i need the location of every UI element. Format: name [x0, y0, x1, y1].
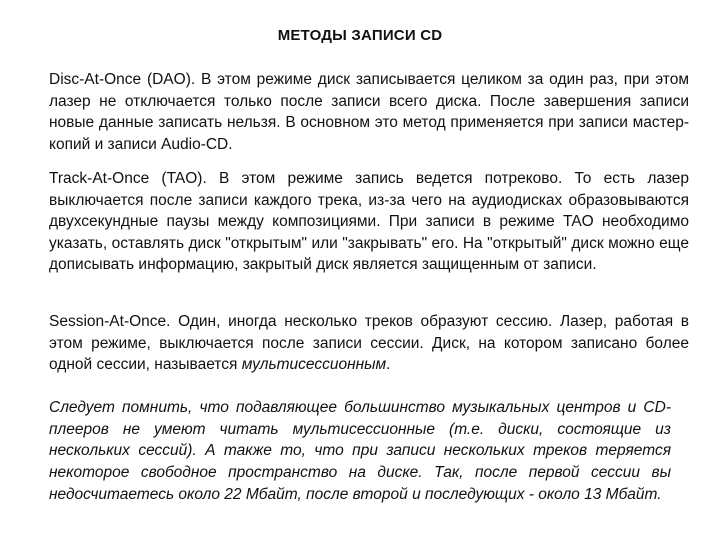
paragraph-dao-text: В этом режиме диск записывается целиком за один раз, при этом лазер не отключается только после записи всего диска. После завершения записи новые данные записать нельзя. В основном это метод применяется при записи мастер-копий и записи Audio-CD.: [49, 71, 689, 153]
paragraph-sao: [49, 311, 689, 376]
note-paragraph: Следует помнить, что подавляющее большинство музыкальных центров и CD-плееров не умеют читать мультисессионные (т.е. диски, состоящие из нескольких сессий). А также то, что при записи нескольких треков теряется некоторое свободное пространство на диске. Так, после первой сессии вы недосчитаетесь около 22 Мбайт, после второй и последующих - около 13 Мбайт.: [49, 399, 671, 503]
term-tao: Track-At-Once (TAO).: [49, 170, 207, 187]
paragraph-tao-text: В этом режиме запись ведется потреково. То есть лазер выключается после записи каждого трека, из-за чего на аудиодисках образовываются двухсекундные паузы между композициями. При записи в режиме TAO необходимо указать, оставлять диск "открытым" или "закрывать" его. На "открытый" диск можно еще дописывать информацию, закрытый диск является защищенным от записи.: [49, 170, 689, 273]
paragraph-sao-end: .: [386, 356, 391, 373]
paragraph-dao: [49, 69, 689, 155]
term-sao: Session-At-Once.: [49, 313, 171, 330]
paragraph-sao-text: Один, иногда несколько треков образуют сессию. Лазер, работая в этом режиме, выключается после записи сессии. Диск, на котором записано более одной сессии, называется: [49, 313, 689, 373]
term-dao: Disc-At-Once (DAO).: [49, 71, 196, 88]
italic-term-multisession: мультисессионным: [241, 356, 387, 373]
page-title: МЕТОДЫ ЗАПИСИ CD: [277, 27, 443, 44]
paragraph-tao: [49, 168, 689, 276]
